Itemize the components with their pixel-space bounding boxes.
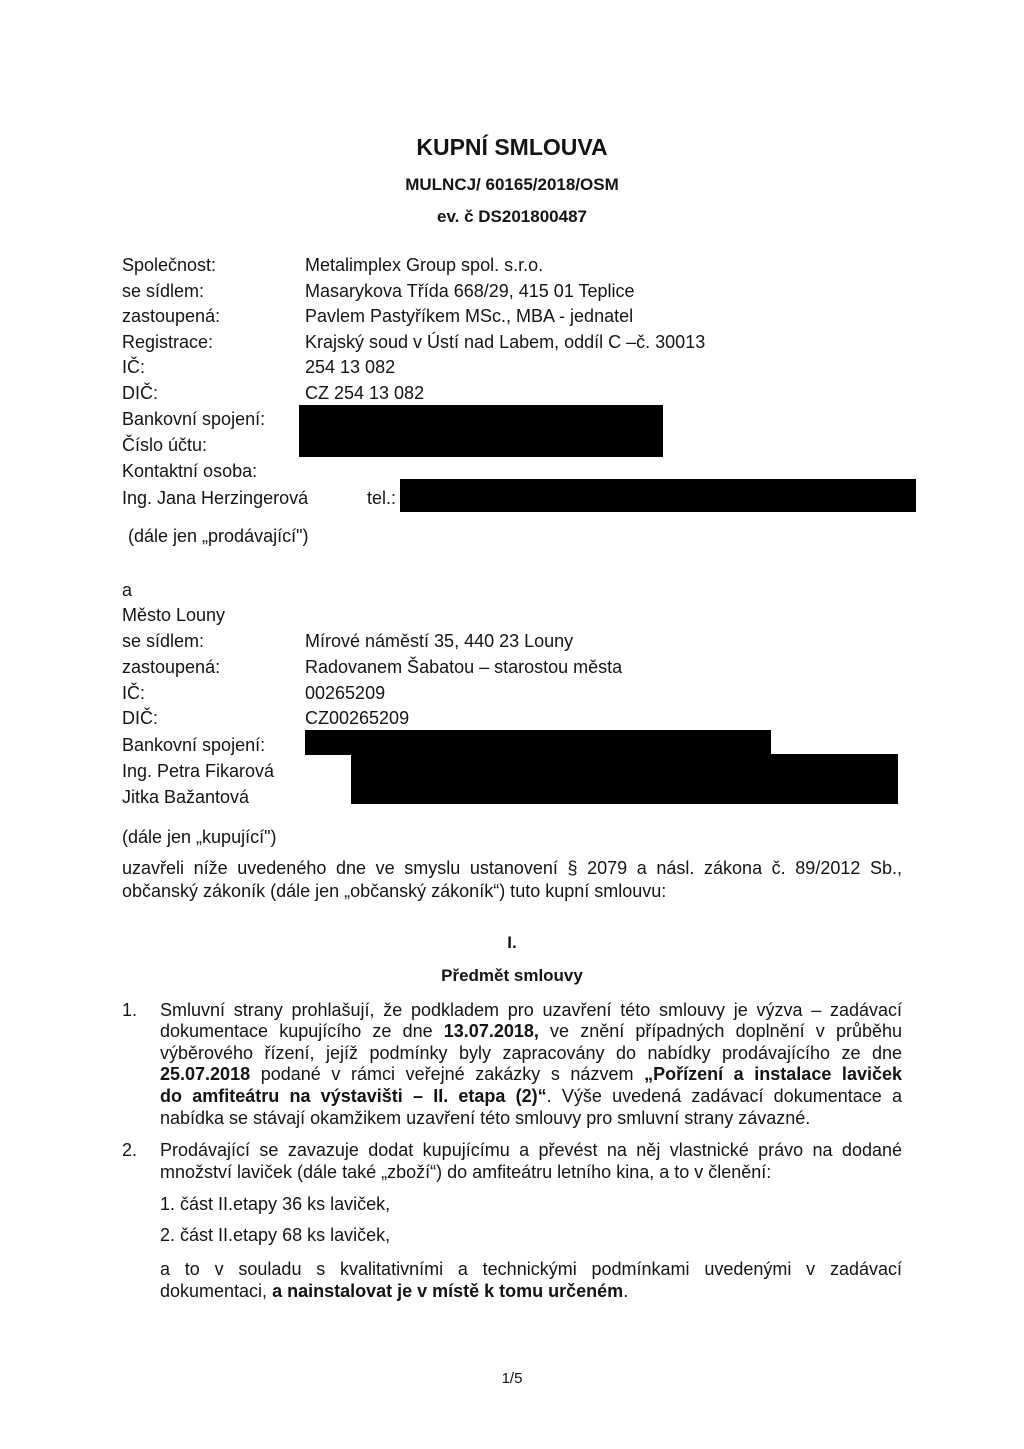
seller-registration-label: Registrace: [122,332,214,352]
seller-company-value: Metalimplex Group spol. s.r.o. [305,255,544,275]
clause-2-line-2: množství laviček (dále také „zboží“) do amfiteátru letního kina, a to v členění: [160,1162,772,1182]
clause-1-line-5: do amfiteátru na výstavišti – II. etapa (2)“. Výše uvedená zadávací dokumentace a [160,1086,902,1106]
intro-line-1: uzavřeli níže uvedeného dne ve smyslu ustanovení § 2079 a násl. zákona č. 89/2012 Sb., [122,858,902,878]
seller-bank-redaction [299,405,663,457]
clause-2-item-1: 1. část II.etapy 36 ks laviček, [160,1194,391,1214]
clause-1-line-1: Smluvní strany prohlašují, že podkladem pro uzavření této smlouvy je výzva – zadávací [160,1000,902,1020]
clause-2-item-2: 2. část II.etapy 68 ks laviček, [160,1225,391,1245]
buyer-contact-2: Jitka Bažantová [122,787,250,807]
clause-2-line-4: dokumentaci, a nainstalovat je v místě k tomu určeném. [160,1281,629,1301]
seller-representative-value: Pavlem Pastyříkem MSc., MBA - jednatel [305,306,634,326]
clause-2-line-1: Prodávající se zavazuje dodat kupujícímu a převést na něj vlastnické právo na dodané [160,1140,902,1160]
parties-connector: a [122,580,133,600]
buyer-representative-label: zastoupená: [122,657,221,677]
clause-2-line-3: a to v souladu s kvalitativními a technickými podmínkami uvedenými v zadávací [160,1259,902,1279]
seller-representative-label: zastoupená: [122,306,221,326]
buyer-dic-value: CZ00265209 [305,708,410,728]
seller-company-label: Společnost: [122,255,217,275]
seller-ic-label: IČ: [122,357,146,377]
evidence-number: ev. č DS201800487 [437,207,587,226]
seller-dic-label: DIČ: [122,383,158,403]
section-title: Předmět smlouvy [441,966,583,985]
seller-registration-value: Krajský soud v Ústí nad Labem, oddíl C –č. 30013 [305,332,706,352]
buyer-ic-value: 00265209 [305,683,386,703]
seller-contact-name: Ing. Jana Herzingerová [122,488,309,508]
document-reference: MULNCJ/ 60165/2018/OSM [405,175,619,194]
intro-line-2: občanský zákoník (dále jen „občanský zákoník“) tuto kupní smlouvu: [122,881,667,901]
buyer-name: Město Louny [122,605,226,625]
seller-bank-label: Bankovní spojení: [122,409,266,429]
buyer-contact-redaction [351,754,898,804]
buyer-ic-label: IČ: [122,683,146,703]
buyer-bank-label: Bankovní spojení: [122,735,266,755]
clause-1-line-2: dokumentace kupujícího ze dne 13.07.2018, ve znění případných doplnění v průběhu [160,1021,903,1041]
document-title: KUPNÍ SMLOUVA [416,134,608,160]
seller-address-label: se sídlem: [122,281,205,301]
clause-1-number: 1. [122,1000,138,1020]
buyer-representative-value: Radovanem Šabatou – starostou města [305,657,623,677]
buyer-address-value: Mírové náměstí 35, 440 23 Louny [305,631,574,651]
buyer-address-label: se sídlem: [122,631,205,651]
buyer-dic-label: DIČ: [122,708,158,728]
clause-1-line-3: výběrového řízení, jejíž podmínky byly zapracovány do nabídky prodávajícího ze dne [160,1043,902,1063]
clause-1-line-6: nabídka se stávají okamžikem uzavření této smlouvy pro smluvní strany závazné. [160,1108,811,1128]
page-number: 1/5 [501,1370,523,1387]
buyer-bank-redaction [305,730,771,755]
seller-account-label: Číslo účtu: [122,435,208,455]
seller-ic-value: 254 13 082 [305,357,396,377]
seller-contact-label: Kontaktní osoba: [122,461,258,481]
seller-dic-value: CZ 254 13 082 [305,383,425,403]
section-number: I. [507,933,517,952]
seller-tel-redaction [400,479,916,512]
clause-1-line-4: 25.07.2018 podané v rámci veřejné zakázky s názvem „Pořízení a instalace laviček [160,1064,902,1084]
seller-tel-label: tel.: [367,488,397,508]
clause-2-number: 2. [122,1140,138,1160]
buyer-contact-1: Ing. Petra Fikarová [122,761,275,781]
seller-address-value: Masarykova Třída 668/29, 415 01 Teplice [305,281,635,301]
seller-role: (dále jen „prodávající") [128,526,309,546]
buyer-role: (dále jen „kupující") [122,827,277,847]
